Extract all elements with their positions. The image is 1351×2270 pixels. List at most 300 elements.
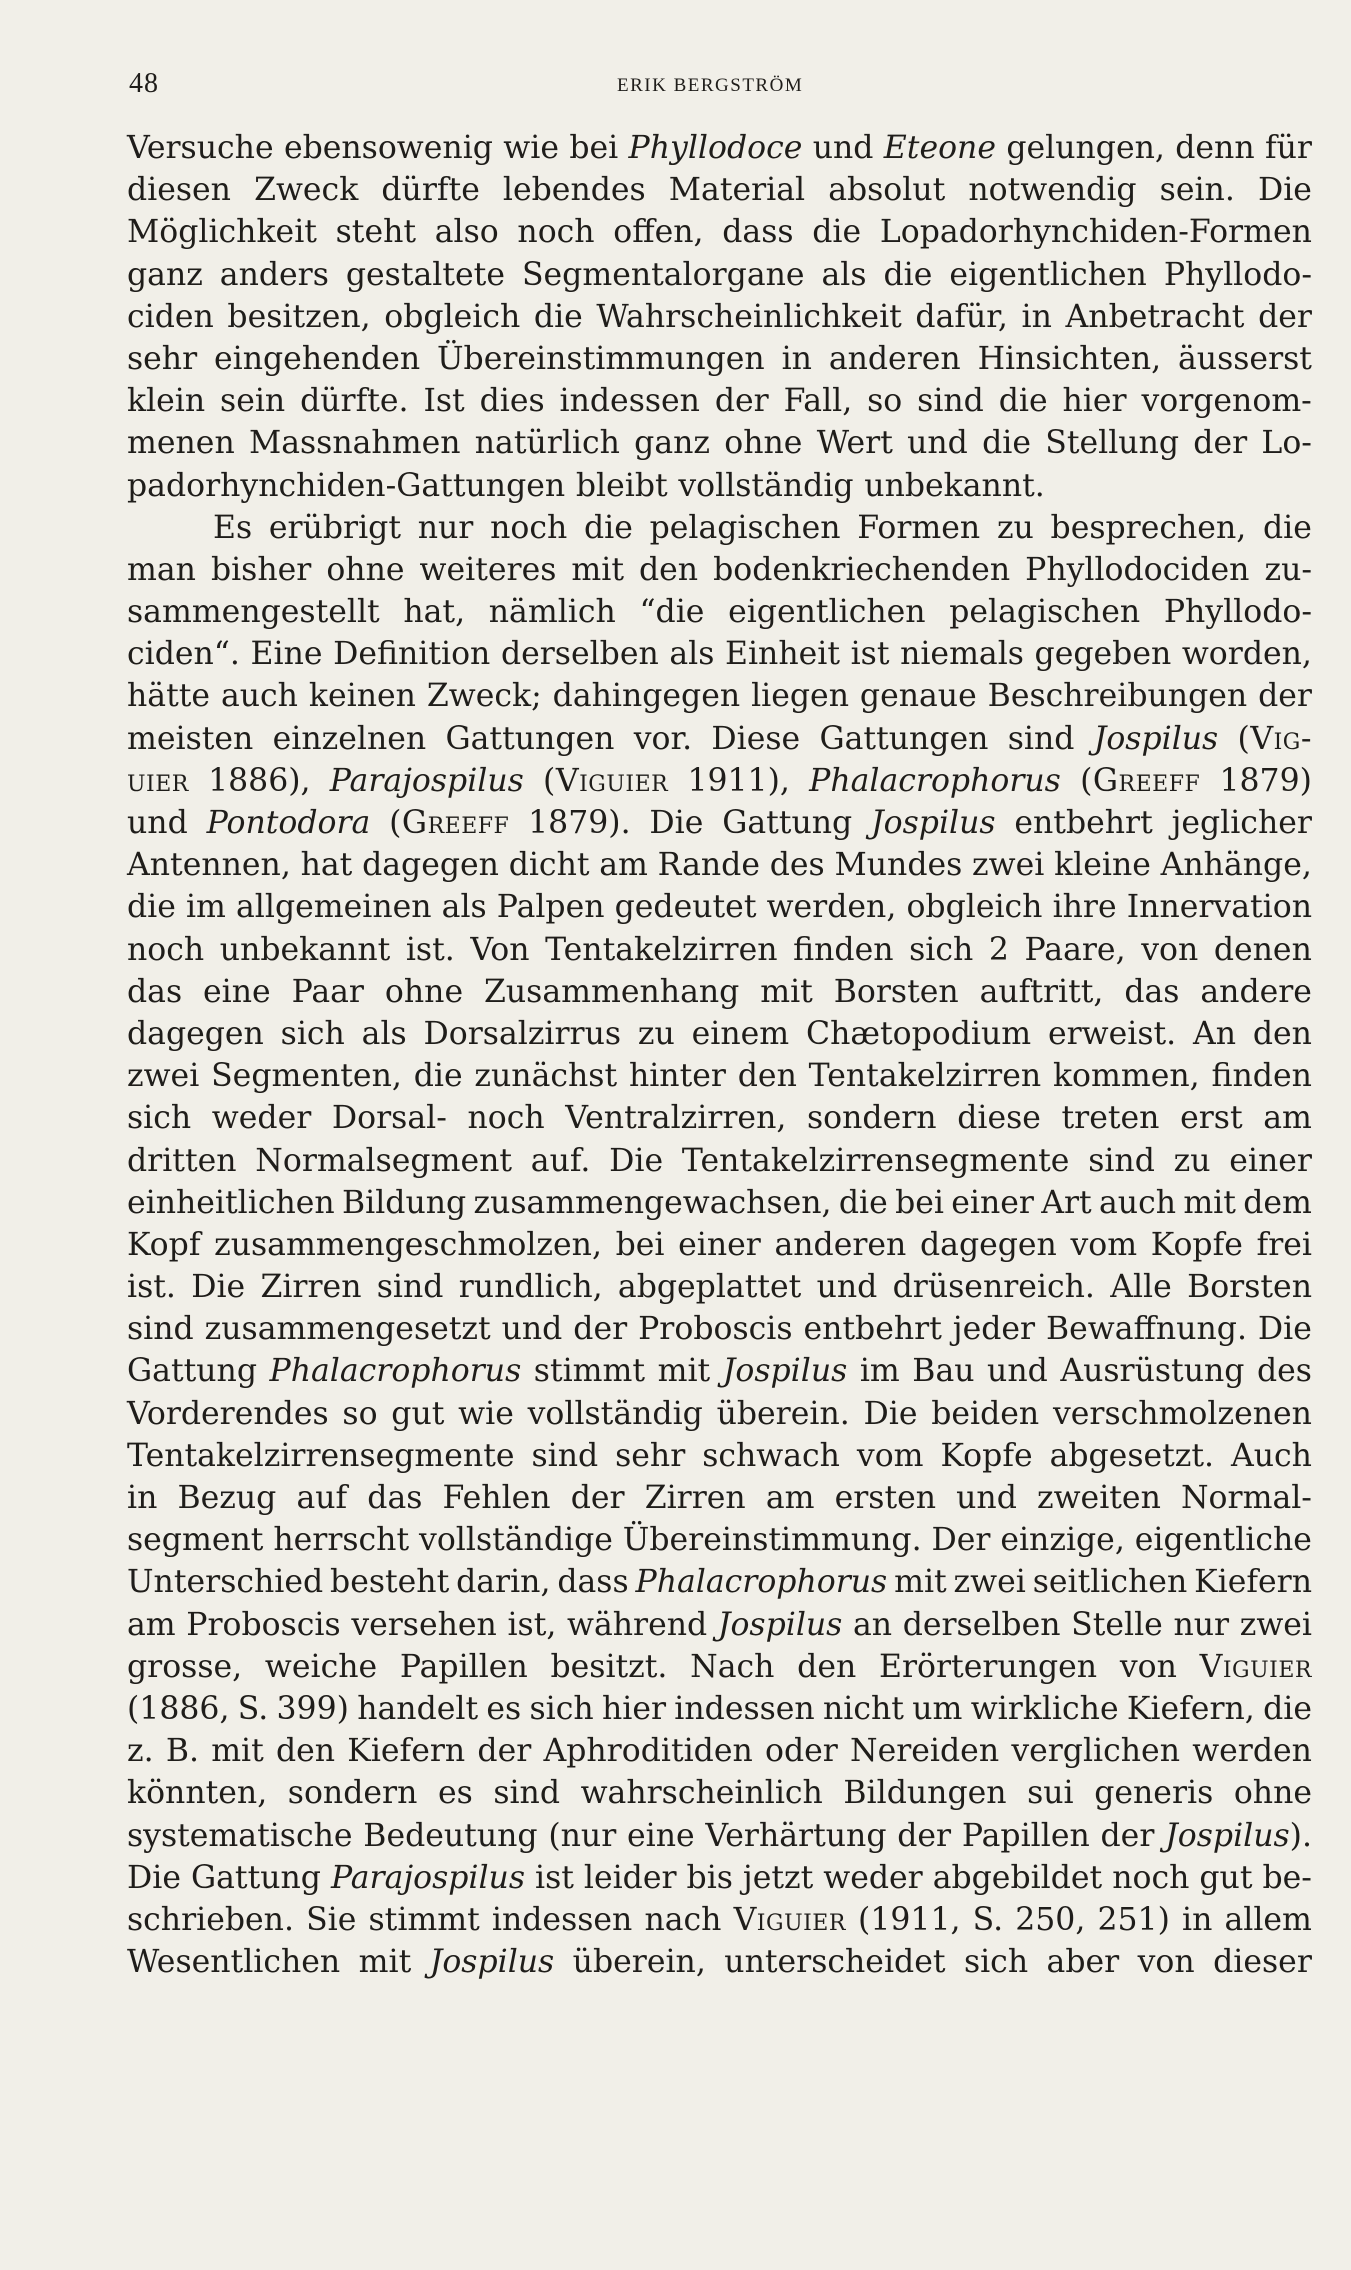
running-header <box>127 68 1312 108</box>
word <box>766 1477 815 1519</box>
word-text: mit <box>1183 1184 1236 1221</box>
word <box>493 1772 560 1814</box>
word <box>1097 1899 1169 1941</box>
word-text: Die <box>1257 172 1312 209</box>
word-text: nicht <box>823 1690 904 1727</box>
word-text: der <box>570 1480 625 1516</box>
word <box>912 1688 962 1730</box>
word <box>1224 1899 1311 1941</box>
word-text: lebendes <box>502 172 646 209</box>
word <box>895 1182 944 1224</box>
word-text: steht <box>335 214 417 251</box>
word <box>1257 1350 1312 1392</box>
word-text: in <box>1021 298 1052 335</box>
word-text: Zweck <box>254 172 359 209</box>
word-text: zu <box>1173 1142 1211 1179</box>
word-text: klein <box>127 383 206 420</box>
word <box>1014 802 1152 844</box>
word <box>894 1561 947 1603</box>
word <box>502 1308 563 1350</box>
word-text: Normalsegment <box>255 1142 513 1179</box>
word <box>418 507 474 549</box>
word <box>127 844 291 886</box>
text-line <box>127 1140 1312 1182</box>
word-text: Erörterungen <box>878 1648 1098 1685</box>
word-text: man <box>127 551 196 588</box>
word-text: und <box>501 1311 563 1348</box>
word-text: ohne <box>1233 1775 1312 1812</box>
word-text: zusammengeschmolzen, <box>214 1226 602 1263</box>
word-text: bisher <box>210 551 312 588</box>
word <box>1045 422 1179 464</box>
word <box>724 1941 945 1983</box>
italic-term: Phalacrophorus <box>635 1564 888 1601</box>
word <box>738 1055 797 1097</box>
word-text: nämlich <box>488 594 616 631</box>
word-text: hier <box>601 1690 667 1727</box>
word-text: Alle <box>1110 1269 1172 1306</box>
word <box>377 1266 444 1308</box>
word-text: noch <box>1112 1859 1190 1896</box>
text-line <box>127 1688 1312 1730</box>
word-text: 1879) <box>1219 762 1312 799</box>
word <box>420 549 557 591</box>
word-text: Dorsal- <box>331 1100 447 1137</box>
word-text: anders <box>219 256 329 293</box>
word <box>213 507 252 549</box>
word-text: finden <box>1211 1058 1312 1095</box>
word <box>220 380 285 422</box>
word-text: erst <box>1180 1100 1243 1137</box>
word-text: dicht <box>508 847 590 884</box>
word-text: stimmt <box>533 1353 646 1390</box>
word-text: Gattungen <box>819 720 989 757</box>
author-name: Viguier <box>1199 1648 1312 1685</box>
word-text: schwach <box>702 1437 840 1474</box>
word <box>260 1266 361 1308</box>
word <box>713 549 1010 591</box>
word <box>1025 549 1249 591</box>
word-text: werden, <box>766 889 897 926</box>
text-line <box>127 718 1312 760</box>
word-text: Phyllodo- <box>1163 594 1312 631</box>
word <box>1258 675 1312 717</box>
word-text: liegen <box>751 678 849 715</box>
word-text: vorgenom- <box>1141 383 1312 420</box>
word-text: als <box>821 256 867 293</box>
word-text: ciden“. <box>127 636 240 673</box>
word <box>949 591 1140 633</box>
word-text: ebensowenig <box>283 130 493 166</box>
word-text: sich <box>909 931 974 968</box>
word <box>851 633 890 675</box>
word-text: Der <box>931 1522 991 1559</box>
word-text: Definition <box>333 636 491 673</box>
word-text: einer <box>951 1184 1034 1221</box>
word-text: kommen, <box>1052 1058 1200 1095</box>
word <box>812 211 861 253</box>
word <box>458 1393 514 1435</box>
word-text: Die <box>191 1269 246 1306</box>
word <box>1054 844 1151 886</box>
word-text: vollständig <box>678 467 854 504</box>
word <box>658 844 760 886</box>
word-text: Stellung <box>1045 425 1180 462</box>
word <box>573 1941 706 1983</box>
word-text: im <box>185 889 226 926</box>
word <box>1238 718 1312 760</box>
word-text: nur <box>417 509 474 546</box>
word-text: Gattung <box>127 1353 257 1390</box>
word-text: 251) <box>1097 1901 1170 1938</box>
word <box>543 1730 752 1772</box>
text-line <box>127 802 1312 844</box>
word <box>725 633 840 675</box>
word-text: und <box>987 1353 1048 1390</box>
word <box>682 1140 1070 1182</box>
word-text: entbehrt <box>1014 805 1153 841</box>
word-text: eigentliche <box>1134 1522 1312 1559</box>
word-text: obgleich <box>384 298 521 335</box>
word <box>629 127 803 169</box>
word-text: Anbetracht <box>1065 298 1245 335</box>
word-text: von <box>1137 1944 1195 1981</box>
word <box>543 760 668 802</box>
word-text: S. <box>972 1901 1004 1938</box>
text-line <box>127 1772 1312 1814</box>
word <box>292 971 364 1013</box>
word-text: am <box>127 1606 176 1643</box>
word-text: vollständige <box>419 1522 613 1559</box>
word <box>1022 296 1052 338</box>
word-text: als <box>669 636 715 673</box>
word-text: zweiten <box>1037 1480 1161 1516</box>
word-text: denn <box>1175 130 1255 166</box>
word-text: 1911), <box>687 762 790 799</box>
word <box>220 929 390 971</box>
word-text: Unterschied <box>127 1564 324 1601</box>
word-text: drüsenreich. <box>892 1269 1095 1306</box>
word-text: hinter <box>628 1058 726 1095</box>
word-text: am <box>1263 1100 1312 1137</box>
word <box>884 254 933 296</box>
word-text: bei <box>569 130 619 166</box>
word-text: Kiefern <box>347 1733 466 1770</box>
word-text: den <box>638 551 699 588</box>
word <box>964 1941 1028 1983</box>
word-text: Verhärtung <box>705 1817 887 1854</box>
word <box>490 507 567 549</box>
word-text: könnten, <box>127 1775 268 1812</box>
word-text: Eine <box>250 636 323 673</box>
word-text: erweist. <box>1047 1015 1177 1052</box>
word <box>723 1350 848 1392</box>
word-text: Fehlen <box>442 1480 551 1516</box>
word <box>770 844 825 886</box>
word-text: den <box>797 1648 857 1685</box>
word-text: finden <box>793 931 894 968</box>
word <box>437 338 765 380</box>
word <box>1011 1730 1180 1772</box>
word <box>1127 886 1312 928</box>
word-text: die <box>533 298 583 335</box>
word <box>186 1604 340 1646</box>
word-text: Tentakelzirren <box>808 1058 1042 1095</box>
word-text: jeglicher <box>1171 805 1312 841</box>
word-text: segment <box>127 1522 264 1559</box>
running-title-author: ERIK BERGSTRÖM <box>617 75 804 96</box>
word <box>615 886 757 928</box>
word-text: Vorderendes <box>127 1395 329 1432</box>
word-text: entbehrt <box>803 1311 942 1348</box>
word-text: zusammengesetzt <box>204 1311 491 1348</box>
word <box>1211 1055 1311 1097</box>
word <box>678 1224 761 1266</box>
word-text: Phyllodociden <box>1025 551 1250 588</box>
word-text: indessen <box>491 1901 633 1938</box>
word-text: Ist <box>423 383 465 420</box>
word-text: notwendig <box>968 172 1137 209</box>
word-text: am <box>599 847 648 884</box>
word <box>351 1604 497 1646</box>
text-line <box>127 465 1312 507</box>
word-text: die <box>1262 509 1312 546</box>
word-text: Stelle <box>1071 1606 1163 1643</box>
word <box>1172 802 1312 844</box>
word <box>857 1435 924 1477</box>
page-number: 48 <box>129 68 159 99</box>
word <box>127 296 214 338</box>
word <box>342 1393 377 1435</box>
word-text: 1879). <box>528 805 631 841</box>
word-text: Bewaffnung. <box>1046 1311 1247 1348</box>
word-text: (1911, <box>858 1901 961 1938</box>
word <box>384 296 520 338</box>
word <box>127 1055 199 1097</box>
word-text: genaue <box>859 678 977 715</box>
word-text: vor. <box>633 720 693 757</box>
text-line <box>127 1182 1312 1224</box>
word <box>835 1477 936 1519</box>
word <box>722 802 852 844</box>
word <box>227 296 370 338</box>
word <box>571 1477 625 1519</box>
word <box>751 675 849 717</box>
word <box>1046 1308 1247 1350</box>
word <box>920 1224 1057 1266</box>
word-text: ist, <box>507 1606 557 1643</box>
word <box>503 169 646 211</box>
word-text: noch <box>517 214 595 251</box>
word-text: pelagischen <box>949 594 1141 631</box>
word-text: gestaltete <box>345 256 505 293</box>
text-line <box>127 1477 1312 1519</box>
word-text: zusammengewachsen, <box>473 1184 832 1221</box>
word-text: Paar <box>291 973 364 1010</box>
word-text: padorhynchiden-Gattungen <box>127 467 566 504</box>
word-text: Lo- <box>1261 425 1312 462</box>
word <box>474 1055 617 1097</box>
word-text: Sie <box>306 1901 357 1938</box>
word <box>347 1730 465 1772</box>
word <box>880 211 1312 253</box>
word-text: Aphroditiden <box>543 1733 753 1770</box>
word-text: die <box>998 383 1048 420</box>
word <box>127 1435 515 1477</box>
word <box>332 1097 447 1139</box>
word <box>497 886 605 928</box>
author-name: Viguier <box>733 1901 846 1938</box>
word <box>385 971 463 1013</box>
word <box>300 380 408 422</box>
word <box>127 1140 237 1182</box>
word <box>1181 1477 1312 1519</box>
word-text: ohne <box>326 551 405 588</box>
word <box>1258 296 1312 338</box>
word-text: einzelnen <box>272 720 427 757</box>
word <box>503 127 559 169</box>
word <box>530 1688 594 1730</box>
word-text: Papillen <box>399 1648 528 1685</box>
word-text: seitlichen <box>1032 1564 1188 1601</box>
word <box>1041 1182 1091 1224</box>
word-text: unterscheidet <box>724 1944 946 1981</box>
text-line <box>127 1561 1312 1603</box>
word-text: die <box>1263 1690 1312 1727</box>
word-text: der <box>897 1817 952 1854</box>
word-text: und <box>816 1269 878 1306</box>
word <box>843 1772 1006 1814</box>
word <box>480 380 545 422</box>
word <box>127 802 188 844</box>
word <box>273 1519 409 1561</box>
word <box>956 1477 1017 1519</box>
word <box>1173 1604 1229 1646</box>
word-text: um <box>912 1690 963 1727</box>
word-text: Art <box>1041 1184 1092 1221</box>
word-text: sein. <box>1159 172 1235 209</box>
word <box>489 591 616 633</box>
word <box>1263 507 1312 549</box>
word-text: nach <box>644 1901 722 1938</box>
word-text: 399) <box>276 1690 349 1727</box>
word <box>486 1688 521 1730</box>
word <box>567 1604 707 1646</box>
word <box>362 1013 407 1055</box>
word-text: grosse, <box>127 1648 243 1685</box>
word <box>980 971 1104 1013</box>
word-text: vom <box>856 1437 924 1474</box>
word <box>1053 1055 1200 1097</box>
word <box>1053 886 1117 928</box>
word <box>702 1435 840 1477</box>
word-text: Bildungen <box>843 1775 1007 1812</box>
word <box>1015 1899 1085 1941</box>
word-text: Palpen <box>496 889 605 926</box>
word <box>793 929 893 971</box>
word <box>972 844 1044 886</box>
word <box>369 1899 480 1941</box>
word <box>858 1899 960 1941</box>
author-name: uier <box>127 762 189 799</box>
word-text: Beschreibungen <box>987 678 1248 715</box>
word <box>342 1182 466 1224</box>
word-text: weder <box>211 1100 312 1137</box>
word <box>613 211 703 253</box>
punctuation: ). <box>1289 1817 1312 1854</box>
word <box>1060 1350 1244 1392</box>
word <box>127 127 274 169</box>
word-text: hier <box>1062 383 1127 420</box>
word-text: zwei <box>953 1564 1026 1601</box>
word <box>1213 1941 1312 1983</box>
word-text: herrscht <box>273 1522 410 1559</box>
word-text: die <box>812 214 862 251</box>
word-text: es <box>486 1690 522 1727</box>
word-text: für <box>1264 130 1312 166</box>
word-text: systematische <box>127 1817 353 1854</box>
word-text: (nur <box>548 1817 617 1854</box>
word-text: 1886), <box>208 762 311 799</box>
word <box>127 1772 267 1814</box>
word <box>238 1688 268 1730</box>
word-text: es <box>437 1775 473 1812</box>
word <box>1099 1182 1176 1224</box>
word <box>584 1857 677 1899</box>
word-text: weiteres <box>419 551 557 588</box>
word <box>391 1393 444 1435</box>
word <box>743 1857 813 1899</box>
word <box>634 718 692 760</box>
word <box>907 422 968 464</box>
word-text: sich <box>127 1100 192 1137</box>
word-text: eigentlichen <box>728 594 926 631</box>
word-text: denen <box>1213 931 1312 968</box>
word-text: der <box>1193 425 1248 462</box>
word-text: sein <box>220 383 286 420</box>
word <box>823 1857 922 1899</box>
author-name: (Viguier <box>543 762 669 799</box>
word <box>1164 254 1312 296</box>
word-text: Übereinstimmung. <box>622 1522 922 1559</box>
word-text: Kiefern <box>1194 1564 1312 1601</box>
word-text: der <box>1100 1817 1155 1854</box>
word <box>127 1013 264 1055</box>
word <box>988 675 1248 717</box>
word <box>782 338 812 380</box>
word-text: im <box>859 1353 900 1390</box>
word <box>221 675 298 717</box>
word <box>127 1857 181 1899</box>
word-text: Material <box>668 172 806 209</box>
word-text: absolut <box>828 172 946 209</box>
word <box>330 760 524 802</box>
word <box>573 1308 627 1350</box>
word-text: dem <box>1243 1184 1312 1221</box>
word <box>127 1477 157 1519</box>
word-text: dürfte <box>381 172 480 209</box>
word <box>1151 1224 1243 1266</box>
word <box>1193 422 1247 464</box>
word <box>445 718 614 760</box>
word-text: Formen <box>857 509 981 546</box>
word <box>1194 1561 1312 1603</box>
word-text: S. <box>237 1690 269 1727</box>
word-text: Chætopodium <box>805 1015 1032 1052</box>
word-text: zwei <box>127 1058 200 1095</box>
word <box>359 1941 412 1983</box>
word <box>127 886 176 928</box>
